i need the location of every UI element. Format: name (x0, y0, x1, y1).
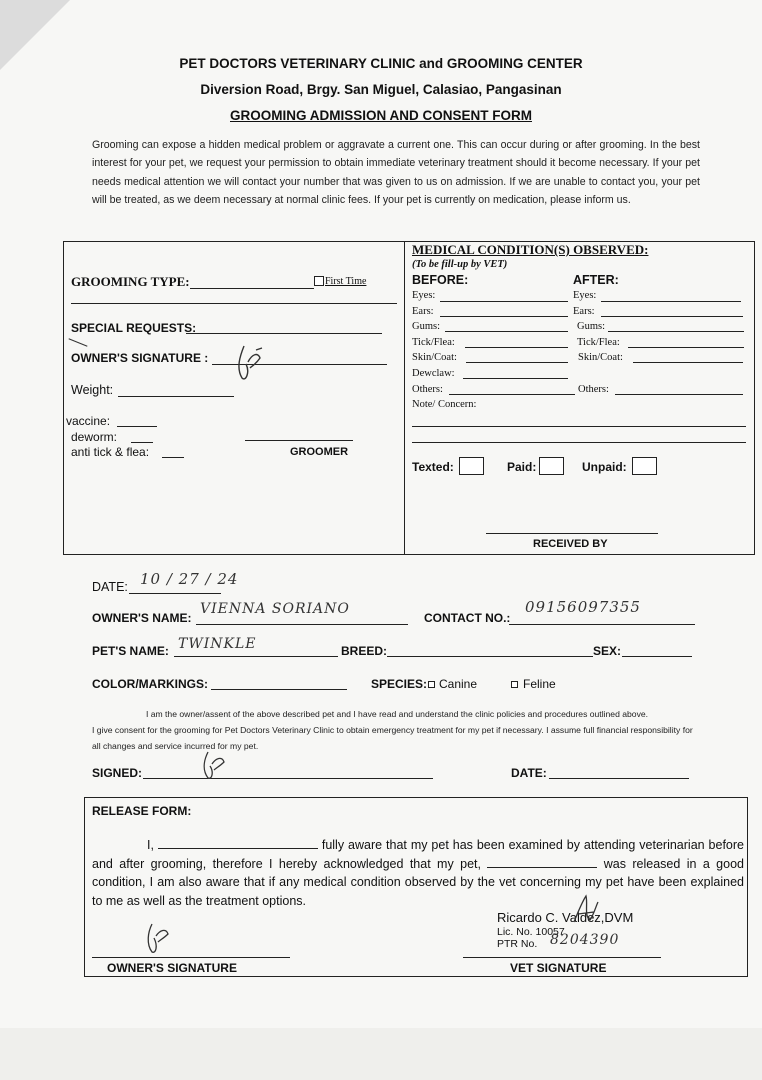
signed-date-label: DATE: (511, 766, 547, 780)
consent-statement (92, 706, 702, 754)
grooming-type-line-2[interactable] (71, 303, 397, 304)
signed-line[interactable] (143, 778, 433, 779)
owner-name-label: OWNER'S NAME: (92, 611, 192, 625)
texted-label: Texted: (412, 460, 454, 474)
clinic-address: Diversion Road, Brgy. San Miguel, Calasiao, Pangasinan (200, 82, 562, 97)
color-markings-line[interactable] (211, 689, 347, 690)
after-header: AFTER: (573, 273, 619, 287)
unpaid-checkbox[interactable] (632, 457, 657, 475)
before-tick-label: Tick/Flea: (412, 337, 455, 348)
consent-line-2: I give consent for the grooming for Pet Doctors Veterinary Clinic to obtain emergency treatment for my pet if necessary. I assume full financial responsibility for all changes and service incurred for my pet. (92, 725, 693, 751)
contact-value: 09156097355 (525, 598, 641, 616)
unpaid-label: Unpaid: (582, 460, 627, 474)
after-ears-line[interactable] (601, 316, 743, 317)
after-eyes-label: Eyes: (573, 290, 597, 301)
special-requests-line[interactable] (186, 333, 382, 334)
after-tick-line[interactable] (628, 347, 744, 348)
breed-label: BREED: (341, 644, 388, 658)
before-eyes-label: Eyes: (412, 290, 436, 301)
date-label: DATE: (92, 580, 128, 594)
before-ears-line[interactable] (440, 316, 568, 317)
note-concern-label: Note/ Concern: (412, 399, 477, 410)
anti-tick-label: anti tick & flea: (71, 445, 150, 459)
release-owner-signature-image (140, 918, 176, 958)
vaccine-line[interactable] (117, 426, 157, 427)
release-text-b: fully aware that my pet has been examined by attending veterinarian before and after grooming, therefore I hereby acknowledged that my pet, (92, 838, 744, 871)
contact-label: CONTACT NO.: (424, 611, 511, 625)
scan-bottom-edge (0, 1028, 762, 1080)
after-tick-label: Tick/Flea: (577, 337, 620, 348)
medical-condition-title: MEDICAL CONDITION(S) OBSERVED: (412, 242, 649, 257)
before-others-line[interactable] (449, 394, 575, 395)
owner-name-value: VIENNA SORIANO (200, 601, 350, 617)
before-gums-line[interactable] (445, 331, 568, 332)
before-skin-line[interactable] (466, 362, 568, 363)
release-form-title: RELEASE FORM: (92, 804, 192, 818)
vet-name: Ricardo C. Valdez,DVM (497, 910, 634, 925)
form-title: GROOMING ADMISSION AND CONSENT FORM (230, 108, 532, 123)
vaccine-label: vaccine: (66, 414, 111, 428)
consent-line-1: I am the owner/assent of the above described pet and I have read and understand the clinic policies and procedures outlined above. (145, 709, 649, 719)
received-by-label: RECEIVED BY (533, 538, 608, 550)
weight-line[interactable] (118, 396, 234, 397)
texted-checkbox[interactable] (459, 457, 484, 475)
vet-ptr-value: 8204390 (550, 932, 620, 948)
groomer-label: GROOMER (290, 446, 349, 458)
clinic-name: PET DOCTORS VETERINARY CLINIC and GROOMING CENTER (179, 56, 583, 71)
date-value: 10 / 27 / 24 (140, 570, 239, 588)
vet-signature-line[interactable] (463, 957, 661, 958)
sex-label: SEX: (593, 644, 622, 658)
vet-fill-note: (To be fill-up by VET) (412, 259, 508, 270)
after-gums-line[interactable] (608, 331, 744, 332)
signed-label: SIGNED: (92, 766, 143, 780)
column-divider (404, 241, 405, 555)
after-others-label: Others: (578, 384, 609, 395)
received-by-line[interactable] (486, 533, 658, 534)
before-dewclaw-label: Dewclaw: (412, 368, 455, 379)
signed-date-line[interactable] (549, 778, 689, 779)
owners-signature-label: OWNER'S SIGNATURE : (71, 351, 209, 365)
release-owner-signature-label: OWNER'S SIGNATURE (107, 961, 237, 975)
deworm-label: deworm: (71, 430, 118, 444)
first-time-checkbox[interactable] (314, 276, 324, 286)
signed-signature-image (196, 748, 232, 782)
owner-name-line[interactable] (196, 624, 408, 625)
release-pet-blank[interactable] (487, 855, 597, 868)
before-ears-label: Ears: (412, 306, 434, 317)
before-tick-line[interactable] (465, 347, 568, 348)
species-label: SPECIES: (371, 677, 428, 691)
groomer-line[interactable] (245, 440, 353, 441)
release-owner-signature-line[interactable] (92, 957, 290, 958)
canine-label: Canine (439, 677, 478, 691)
release-paragraph (92, 836, 744, 910)
paid-checkbox[interactable] (539, 457, 564, 475)
before-skin-label: Skin/Coat: (412, 352, 457, 363)
pet-name-line[interactable] (174, 656, 338, 657)
after-gums-label: Gums: (577, 321, 606, 332)
paid-label: Paid: (507, 460, 537, 474)
vet-signature-image (568, 892, 602, 932)
before-gums-label: Gums: (412, 321, 441, 332)
note-line-1[interactable] (412, 426, 746, 427)
breed-line[interactable] (387, 656, 593, 657)
after-skin-label: Skin/Coat: (578, 352, 623, 363)
canine-checkbox[interactable] (428, 681, 435, 688)
after-skin-line[interactable] (633, 362, 743, 363)
release-text-c: was released in a good condition, I am also aware that if any medical condition observed by the vet concerning my pet have been explained to me as well as the treatment options. (92, 856, 744, 908)
anti-tick-line[interactable] (162, 457, 184, 458)
special-requests-label: SPECIAL REQUESTS: (71, 321, 197, 335)
first-time-label: First Time (325, 276, 367, 287)
note-line-2[interactable] (412, 442, 746, 443)
weight-label: Weight: (71, 383, 114, 397)
vet-ptr-label: PTR No. (497, 938, 538, 950)
intro-paragraph: Grooming can expose a hidden medical problem or aggravate a current one. This can occur during or after grooming. In the best interest for your pet, we request your permission to obtain immediate veterinary treatment should it become necessary. If your pet needs medical attention we will contact your number that was given to us on admission. If we are unable to contact you, your pet will be treated, as we deem necessary at normal clinic fees. If your pet is currently on medication, please inform us. (92, 139, 700, 207)
sex-line[interactable] (622, 656, 692, 657)
before-dewclaw-line[interactable] (463, 378, 568, 379)
release-owner-blank[interactable] (158, 836, 318, 849)
deworm-line[interactable] (131, 442, 153, 443)
contact-line[interactable] (509, 624, 695, 625)
release-text-a: I, (147, 838, 154, 852)
feline-label: Feline (523, 677, 556, 691)
pet-name-value: TWINKLE (178, 636, 257, 652)
vet-license: Lic. No. 10057 (497, 926, 565, 938)
after-eyes-line[interactable] (601, 301, 741, 302)
after-others-line[interactable] (615, 394, 743, 395)
after-ears-label: Ears: (573, 306, 595, 317)
grooming-type-line[interactable] (190, 288, 314, 289)
before-others-label: Others: (412, 384, 443, 395)
vet-signature-label: VET SIGNATURE (510, 961, 607, 975)
date-line[interactable] (129, 593, 221, 594)
color-markings-label: COLOR/MARKINGS: (92, 677, 208, 691)
owner-signature-image (230, 342, 270, 384)
feline-checkbox[interactable] (511, 681, 518, 688)
pet-name-label: PET'S NAME: (92, 644, 169, 658)
before-header: BEFORE: (412, 273, 469, 287)
grooming-type-label: GROOMING TYPE: (71, 274, 190, 289)
before-eyes-line[interactable] (440, 301, 568, 302)
